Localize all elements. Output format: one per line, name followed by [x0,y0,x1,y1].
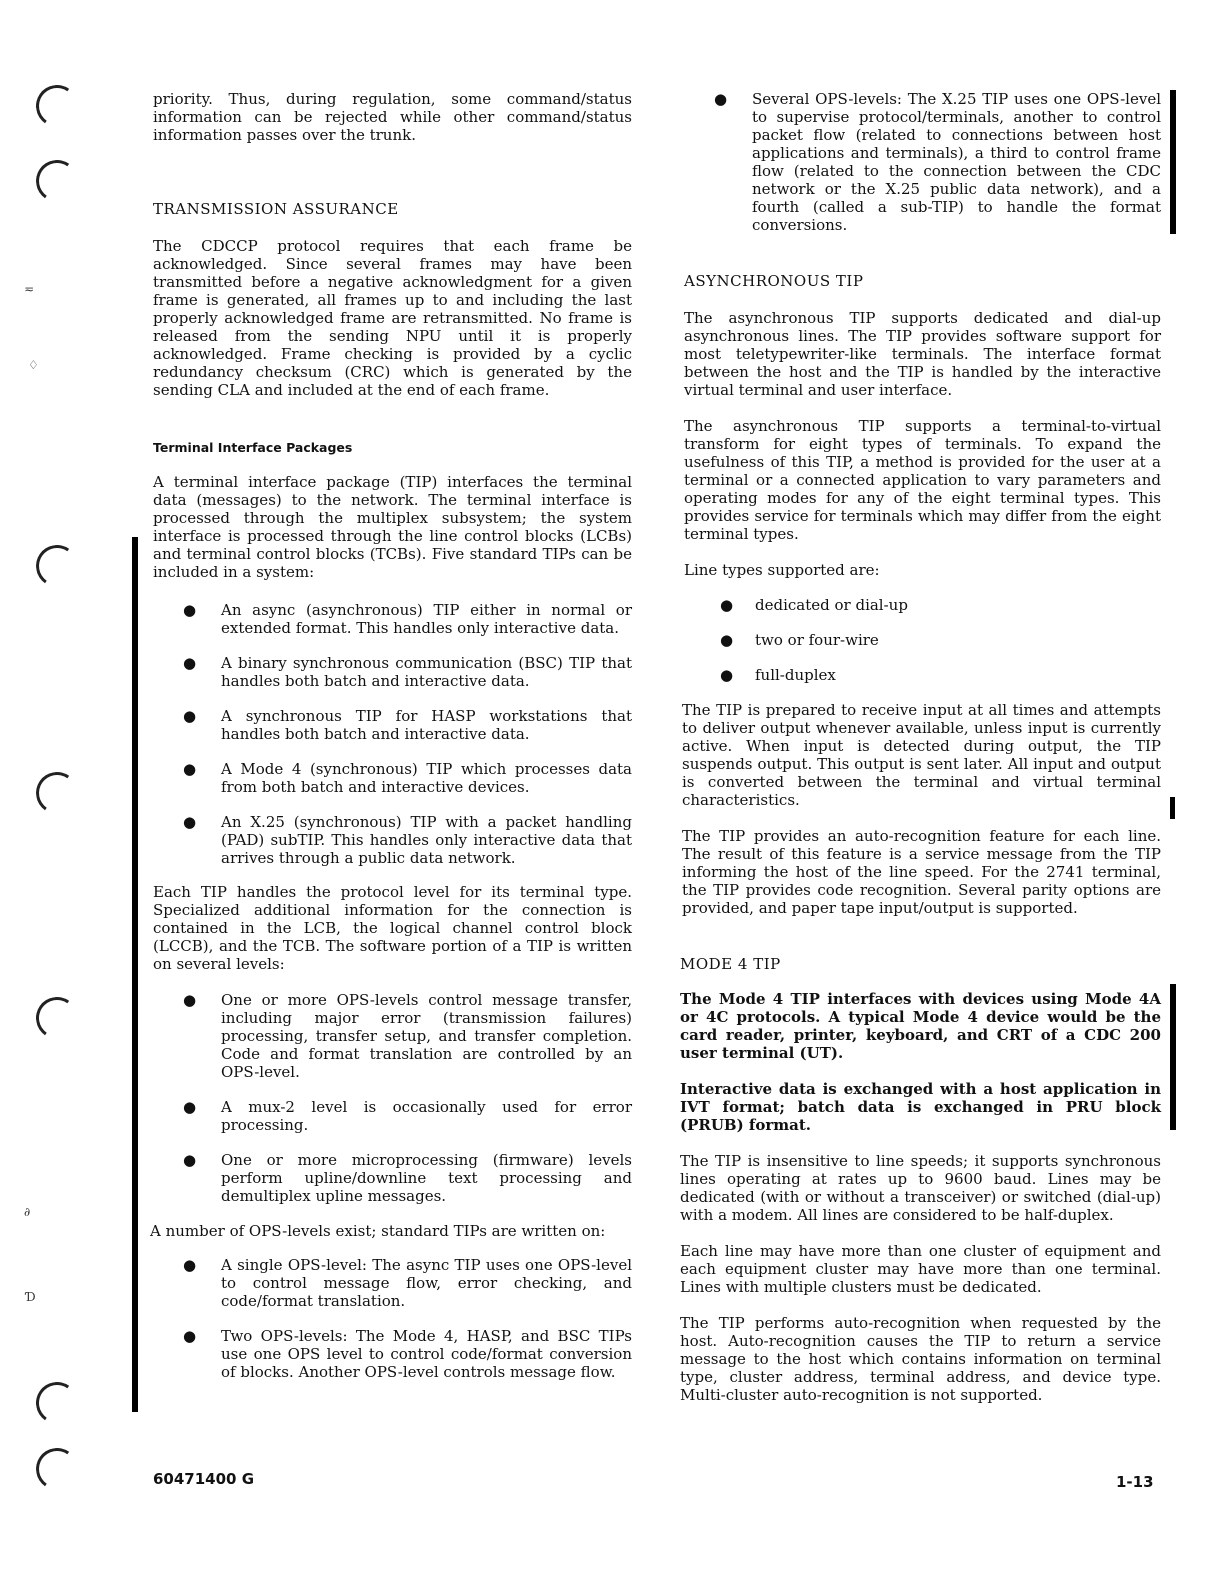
bullet-icon: ● [183,654,197,672]
left-column [150,90,632,1381]
mode4-paragraph-4: Each line may have more than one cluster of equipment and each equipment cluster may have more than one terminal. Lines with multiple clusters must be dedicated. [680,1242,1161,1296]
document-number: 60471400 G [153,1470,255,1488]
bullet-icon: ● [183,813,197,831]
margin-mark: ∂ [24,1205,31,1219]
mode4-paragraph-3: The TIP is insensitive to line speeds; it supports synchronous lines operating at rates up to 9600 baud. Lines may be dedicated (with or without a transceiver) or switched (dial-up) with a modem. All lines are considered to be half-duplex. [680,1152,1161,1224]
bullet-icon: ● [183,1098,197,1116]
bullet-icon: ● [714,90,728,108]
bullet-icon: ● [183,1256,197,1274]
tip-section-heading: Terminal Interface Packages [153,440,353,455]
bullet-icon: ● [183,601,197,619]
list-item: ● full-duplex [720,666,836,684]
list-item: ● Two OPS-levels: The Mode 4, HASP, and BSC TIPs use one OPS level to control code/format conversion of blocks. Another OPS-level controls message flow. [183,1327,632,1381]
bullet-icon: ● [183,1327,197,1345]
async-paragraph-2: The asynchronous TIP supports a terminal-to-virtual transform for eight types of terminals. To expand the usefulness of this TIP, a method is provided for the user at a terminal or a connected application to vary parameters and operating modes for any of the eight terminal types. This provides service for terminals which may differ from the eight terminal types. [684,417,1161,543]
list-item: ● Several OPS-levels: The X.25 TIP uses one OPS-level to supervise protocol/terminals, another to control packet flow (related to connections between host applications and terminals), a third to control frame flow (related to the connection between the CDC network or the X.25 public data network), and a fourth (called a sub-TIP) to handle the format conversions. [714,90,1161,234]
mode-4-tip-heading: MODE 4 TIP [680,955,781,973]
line-types-list [680,596,1161,684]
change-bar [1170,984,1176,1130]
list-item: ● A mux-2 level is occasionally used for error processing. [183,1098,632,1134]
page-number: 1-13 [1116,1473,1154,1491]
bullet-icon: ● [183,707,197,725]
ops-levels-intro: A number of OPS-levels exist; standard TIPs are written on: [150,1222,606,1240]
list-item: ● dedicated or dial-up [720,596,908,614]
change-bar [1170,797,1175,819]
intro-paragraph: priority. Thus, during regulation, some command/status information can be rejected while other command/status information passes over the trunk. [153,90,632,144]
line-types-label: Line types supported are: [684,561,880,579]
asynchronous-tip-heading: ASYNCHRONOUS TIP [684,272,864,290]
list-item: ● two or four-wire [720,631,879,649]
tip-intro-paragraph: A terminal interface package (TIP) interfaces the terminal data (messages) to the network. The terminal interface is processed through the multiplex subsystem; the system interface is processed through the line control blocks (LCBs) and terminal control blocks (TCBs). Five standard TIPs can be included in a system: [153,473,632,581]
change-bar [1170,90,1176,234]
list-item: ● A Mode 4 (synchronous) TIP which processes data from both batch and interactive devices. [183,760,632,796]
binder-hole-mark [33,157,82,206]
bullet-icon: ● [183,991,197,1009]
mode4-paragraph-2: Interactive data is exchanged with a host application in IVT format; batch data is exchanged in PRU block (PRUB) format. [680,1080,1161,1134]
tip-bullet-list [153,601,632,867]
list-item: ● One or more OPS-levels control message transfer, including major error (transmission failures) processing, transfer setup, and transfer completion. Code and format translation are controlled by an OPS-level. [183,991,632,1081]
change-bar [132,537,138,1412]
bullet-icon: ● [720,631,734,649]
list-item: ● An X.25 (synchronous) TIP with a packet handling (PAD) subTIP. This handles only interactive data that arrives through a public data network. [183,813,632,867]
margin-mark: ♢ [28,358,39,372]
right-column [680,90,1161,1404]
async-paragraph-1: The asynchronous TIP supports dedicated and dial-up asynchronous lines. The TIP provides software support for most teletypewriter-like terminals. The interface format between the host and the TIP is handled by the interactive virtual terminal and user interface. [684,309,1161,399]
margin-mark: Ɗ [26,1290,36,1304]
async-paragraph-4: The TIP provides an auto-recognition feature for each line. The result of this feature is a service message from the TIP informing the host of the line speed. For the 2741 terminal, the TIP provides code recognition. Several parity options are provided, and paper tape input/output is supported. [682,827,1161,917]
mode4-paragraph-1: The Mode 4 TIP interfaces with devices using Mode 4A or 4C protocols. A typical Mode 4 device would be the card reader, printer, keyboard, and CRT of a CDC 200 user terminal (UT). [680,990,1161,1062]
list-item: ● An async (asynchronous) TIP either in normal or extended format. This handles only interactive data. [183,601,632,637]
bullet-icon: ● [183,760,197,778]
binder-hole-mark [33,1445,82,1494]
ops-bullet-list [153,1256,632,1381]
bullet-icon: ● [720,596,734,614]
margin-mark: ≂ [24,282,35,296]
list-item: ● A binary synchronous communication (BSC) TIP that handles both batch and interactive data. [183,654,632,690]
binder-hole-mark [33,1379,82,1428]
binder-hole-mark [33,769,82,818]
async-paragraph-3: The TIP is prepared to receive input at all times and attempts to deliver output whenever available, unless input is currently active. When input is detected during output, the TIP suspends output. This output is sent later. All input and output is converted between the terminal and virtual terminal characteristics. [682,701,1161,809]
binder-hole-mark [33,82,82,131]
each-tip-paragraph: Each TIP handles the protocol level for its terminal type. Specialized additional information for the connection is contained in the LCB, the logical channel control block (LCCB), and the TCB. The software portion of a TIP is written on several levels: [153,883,632,973]
binder-hole-mark [33,542,82,591]
binder-hole-mark [33,994,82,1043]
transmission-assurance-heading: TRANSMISSION ASSURANCE [153,200,399,218]
list-item: ● A synchronous TIP for HASP workstations that handles both batch and interactive data. [183,707,632,743]
list-item: ● One or more microprocessing (firmware) levels perform upline/downline text processing and demultiplex upline messages. [183,1151,632,1205]
levels-bullet-list [153,991,632,1205]
mode4-paragraph-5: The TIP performs auto-recognition when requested by the host. Auto-recognition causes the TIP to return a service message to the host which contains information on terminal type, cluster address, terminal address, and device type. Multi-cluster auto-recognition is not supported. [680,1314,1161,1404]
list-item: ● A single OPS-level: The async TIP uses one OPS-level to control message flow, error checking, and code/format translation. [183,1256,632,1310]
transmission-assurance-paragraph: The CDCCP protocol requires that each frame be acknowledged. Since several frames may have been transmitted before a negative acknowledgment for a given frame is generated, all frames up to and including the last properly acknowledged frame are retransmitted. No frame is released from the sending NPU until it is properly acknowledged. Frame checking is provided by a cyclic redundancy checksum (CRC) which is generated by the sending CLA and included at the end of each frame. [153,237,632,399]
bullet-icon: ● [720,666,734,684]
bullet-icon: ● [183,1151,197,1169]
